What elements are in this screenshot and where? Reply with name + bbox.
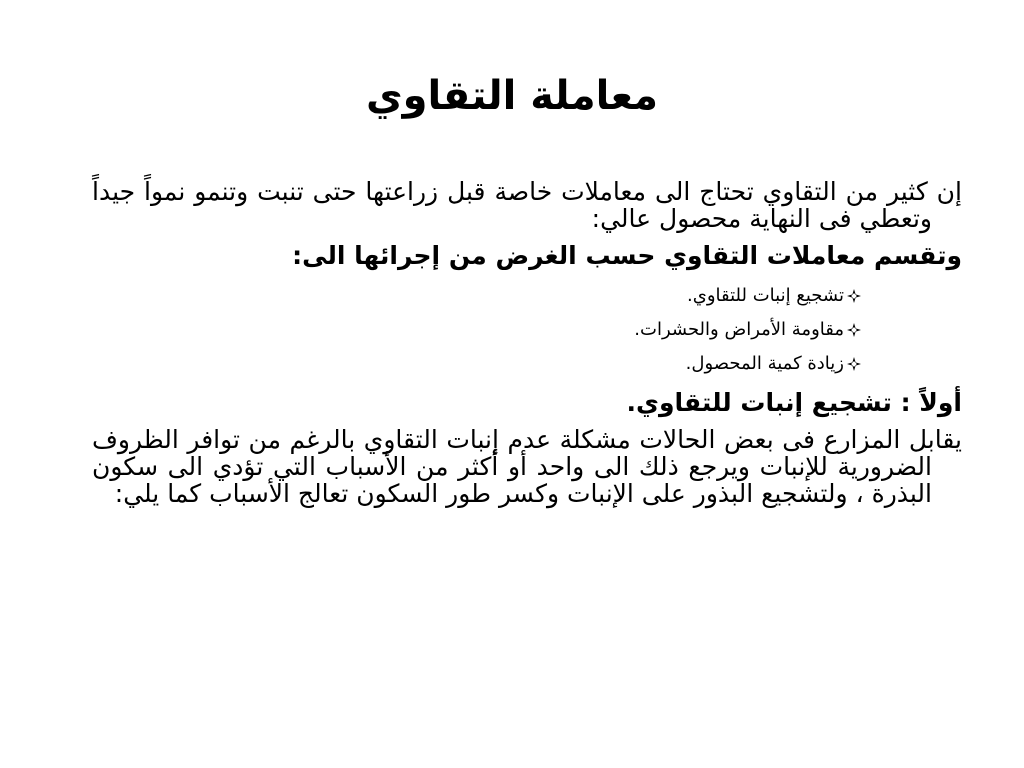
list-item-label: تشجيع إنبات للتقاوي. bbox=[687, 285, 844, 306]
list-item bbox=[62, 279, 862, 313]
list-item bbox=[62, 313, 862, 347]
diamond-bullet-icon bbox=[846, 288, 862, 304]
list-item bbox=[62, 347, 862, 381]
intro-paragraph: إن كثير من التقاوي تحتاج الى معاملات خاصة قبل زراعتها حتى تنبت وتنمو نمواً جيداً وتعطي فى النهاية محصول عالي: bbox=[92, 177, 962, 233]
section-heading-types: وتقسم معاملات التقاوي حسب الغرض من إجرائها الى: bbox=[292, 241, 962, 270]
list-item-label: مقاومة الأمراض والحشرات. bbox=[634, 319, 844, 340]
section-heading-germination: أولاً : تشجيع إنبات للتقاوي. bbox=[626, 388, 962, 417]
diamond-bullet-icon bbox=[846, 322, 862, 338]
germination-paragraph: يقابل المزارع فى بعض الحالات مشكلة عدم إنبات التقاوي بالرغم من توافر الظروف الضرورية للإنبات ويرجع ذلك الى واحد أو أكثر من الأسباب التي تؤدي الى سكون البذرة ، ولتشجيع البذور على الإنبات وكسر طور السكون تعالج الأسباب كما يلي: bbox=[92, 425, 962, 508]
slide-title: معاملة التقاوي bbox=[365, 73, 659, 119]
diamond-bullet-icon bbox=[846, 356, 862, 372]
treatment-types-list bbox=[62, 279, 962, 381]
slide-body bbox=[62, 178, 962, 517]
list-item-label: زيادة كمية المحصول. bbox=[685, 353, 844, 374]
